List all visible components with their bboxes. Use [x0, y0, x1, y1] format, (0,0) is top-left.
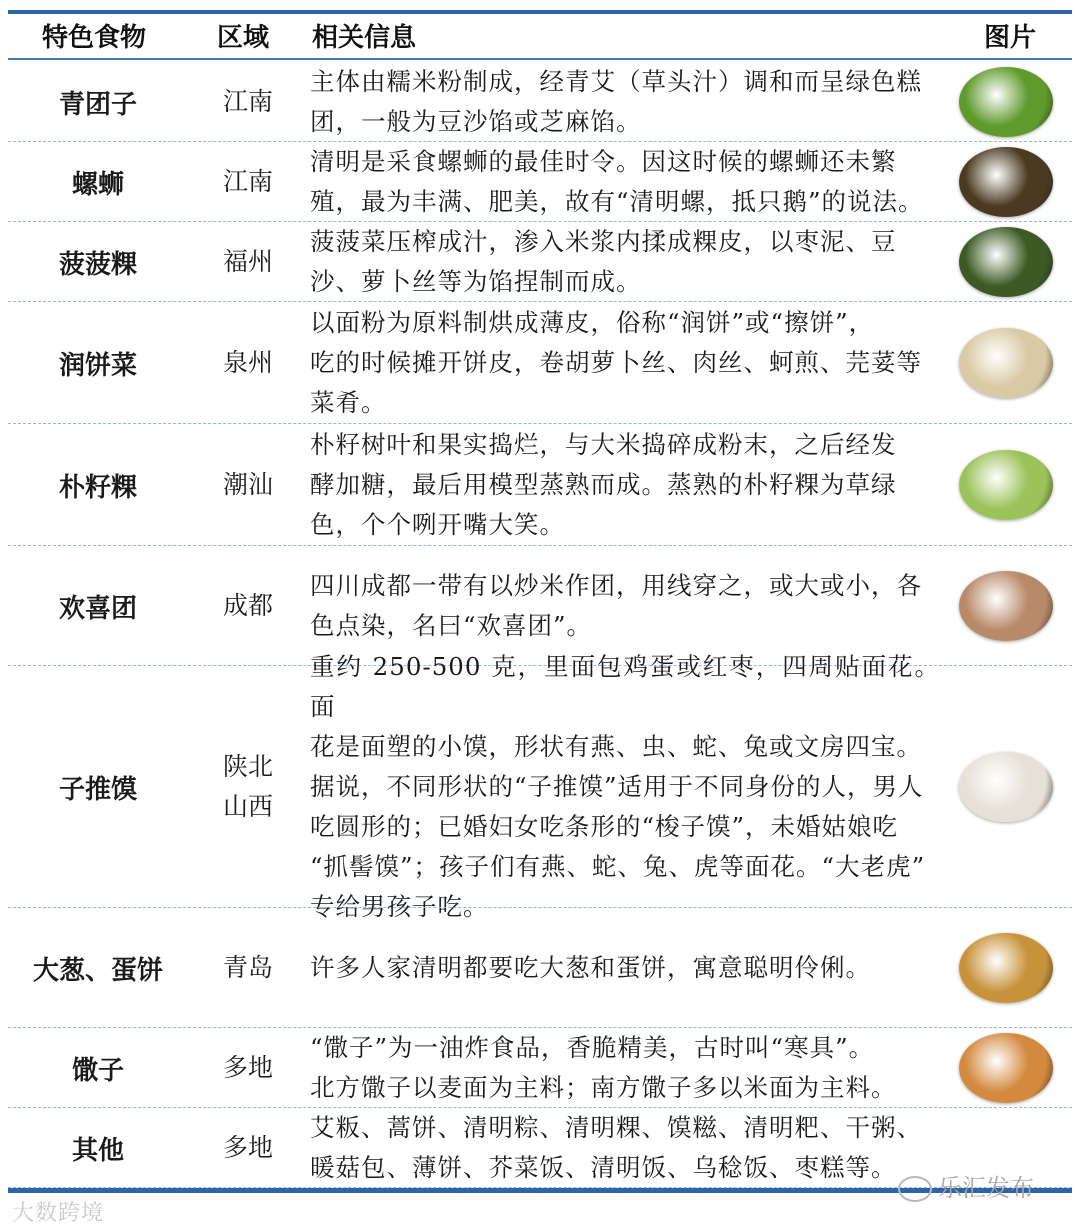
table-row [8, 62, 1072, 142]
picture-cell [950, 1028, 1062, 1108]
region-text: 泉州 [222, 348, 273, 377]
info-line: “馓子”为一油炸食品，香脆精美，古时叫“寒具”。 [310, 1033, 875, 1062]
watermark-right-label: 乐汇发布 [938, 1174, 1034, 1202]
info-line: 色，个个咧开嘴大笑。 [310, 510, 565, 539]
info-line: 菜肴。 [310, 388, 387, 417]
region [203, 142, 293, 222]
info-line: 朴籽树叶和果实捣烂，与大米捣碎成粉末，之后经发 [310, 430, 897, 459]
info-line: 殖，最为丰满、肥美，故有“清明螺，抵只鹅”的说法。 [310, 187, 924, 216]
header-picture: 图片 [984, 23, 1037, 53]
info [310, 62, 940, 142]
info-lines [310, 647, 940, 927]
info-lines [310, 222, 897, 302]
region-text: 成都 [222, 591, 273, 620]
region-text: 多地 [222, 1053, 273, 1082]
table-row [8, 222, 1072, 302]
table-row [8, 652, 1072, 921]
header-food: 特色食物 [42, 23, 147, 53]
bobo-cake-photo [959, 227, 1053, 297]
region-text: 江南 [222, 87, 273, 116]
steamed-bun-photo [959, 752, 1053, 822]
info [310, 142, 940, 222]
food-name: 子推馍 [58, 774, 137, 805]
spring-roll-photo [959, 328, 1053, 398]
info-lines [310, 425, 897, 545]
region-text: 多地 [222, 1133, 273, 1162]
table-row [8, 424, 1072, 546]
region [203, 908, 293, 1028]
region [203, 302, 293, 424]
info-line: 许多人家清明都要吃大葱和蛋饼，寓意聪明伶俐。 [310, 953, 871, 982]
food-name: 朴籽粿 [58, 472, 137, 503]
picture-cell [950, 142, 1062, 222]
wechat-icon [898, 1176, 932, 1202]
watermark-left: 大数跨境 [12, 1201, 105, 1226]
info-line: 据说，不同形状的“子推馍”适用于不同身份的人，男人 [310, 772, 924, 801]
info [310, 652, 940, 921]
food-name: 润饼菜 [58, 350, 137, 381]
info-lines [310, 303, 922, 423]
river-snail-dish-photo [959, 147, 1053, 217]
info-lines [310, 142, 924, 222]
info-lines [310, 566, 922, 646]
region [203, 666, 293, 908]
info-line: 北方馓子以麦面为主料；南方馓子多以米面为主料。 [310, 1073, 897, 1102]
food-name: 大葱、蛋饼 [32, 955, 163, 986]
info-line: 以面粉为原料制烘成薄皮，俗称“润饼”或“擦饼”， [310, 308, 875, 337]
info-line: 四川成都一带有以炒米作团，用线穿之，或大或小，各 [310, 571, 922, 600]
region [203, 546, 293, 666]
picture-cell [950, 222, 1062, 302]
header-region: 区域 [217, 23, 270, 53]
picture-cell [950, 666, 1062, 908]
fried-dough-twist-photo [959, 1033, 1053, 1103]
info-lines [310, 1028, 897, 1108]
region-text: 福州 [222, 247, 273, 276]
info-line: 主体由糯米粉制成，经青艾（草头汁）调和而呈绿色糕 [310, 67, 922, 96]
table-row [8, 142, 1072, 222]
region [203, 62, 293, 142]
region-text: 潮汕 [222, 470, 273, 499]
info-lines [310, 62, 922, 142]
info [310, 302, 940, 424]
food-name: 菠菠粿 [58, 249, 137, 280]
food-name: 其他 [71, 1135, 124, 1166]
info-line: “抓髻馍”；孩子们有燕、蛇、兔、虎等面花。“大老虎” [310, 852, 926, 881]
picture-cell [950, 546, 1062, 666]
top-rule [8, 10, 1072, 14]
info-lines [310, 1108, 922, 1188]
info-line: 菠菠菜压榨成汁，渗入米浆内揉成粿皮，以枣泥、豆 [310, 227, 897, 256]
watermark-right [898, 1168, 1034, 1203]
info [310, 908, 940, 1028]
header-info: 相关信息 [312, 23, 417, 53]
puzi-cake-photo [959, 450, 1053, 520]
food-name: 青团子 [58, 89, 137, 120]
info-lines [310, 948, 871, 988]
info-line: 专给男孩子吃。 [310, 892, 489, 921]
picture-cell [950, 424, 1062, 546]
region-text: 江南 [222, 167, 273, 196]
region [203, 424, 293, 546]
info-line: 吃的时候摊开饼皮，卷胡萝卜丝、肉丝、蚵煎、芫荽等 [310, 348, 922, 377]
table-row [8, 908, 1072, 1028]
picture-cell [950, 302, 1062, 424]
header-rule [8, 58, 1072, 60]
info-line: 花是面塑的小馍，形状有燕、虫、蛇、兔或文房四宝。 [310, 732, 922, 761]
info-line: 色点染，名曰“欢喜团”。 [310, 611, 593, 640]
egg-pancake-photo [959, 933, 1053, 1003]
rice-ball-skewers-photo [959, 571, 1053, 641]
table-row [8, 1028, 1072, 1108]
info [310, 1028, 940, 1108]
picture-cell [950, 62, 1062, 142]
info-line: 艾粄、蒿饼、清明粽、清明粿、馍糍、清明粑、干粥、 [310, 1113, 922, 1142]
region [203, 1028, 293, 1108]
region-text: 青岛 [222, 953, 273, 982]
info-line: 沙、萝卜丝等为馅捏制而成。 [310, 267, 642, 296]
info-line: 暖菇包、薄饼、芥菜饭、清明饭、乌稔饭、枣糕等。 [310, 1153, 897, 1182]
table-row [8, 302, 1072, 424]
food-name: 欢喜团 [58, 593, 137, 624]
info-line: 清明是采食螺蛳的最佳时令。因这时候的螺蛳还未繁 [310, 147, 897, 176]
info [310, 1108, 940, 1188]
food-name: 螺蛳 [71, 169, 124, 200]
region-text: 陕北 山西 [222, 752, 273, 821]
region [203, 222, 293, 302]
info-line: 重约 250-500 克，里面包鸡蛋或红枣，四周贴面花。面 [310, 652, 940, 721]
info [310, 424, 940, 546]
picture-cell [950, 908, 1062, 1028]
region [203, 1108, 293, 1188]
green-rice-ball-photo [959, 67, 1053, 137]
info-line: 酵加糖，最后用模型蒸熟而成。蒸熟的朴籽粿为草绿 [310, 470, 897, 499]
info [310, 222, 940, 302]
food-name: 馓子 [71, 1055, 124, 1086]
info-line: 团，一般为豆沙馅或芝麻馅。 [310, 107, 642, 136]
info-line: 吃圆形的；已婚妇女吃条形的“梭子馍”，未婚姑娘吃 [310, 812, 899, 841]
